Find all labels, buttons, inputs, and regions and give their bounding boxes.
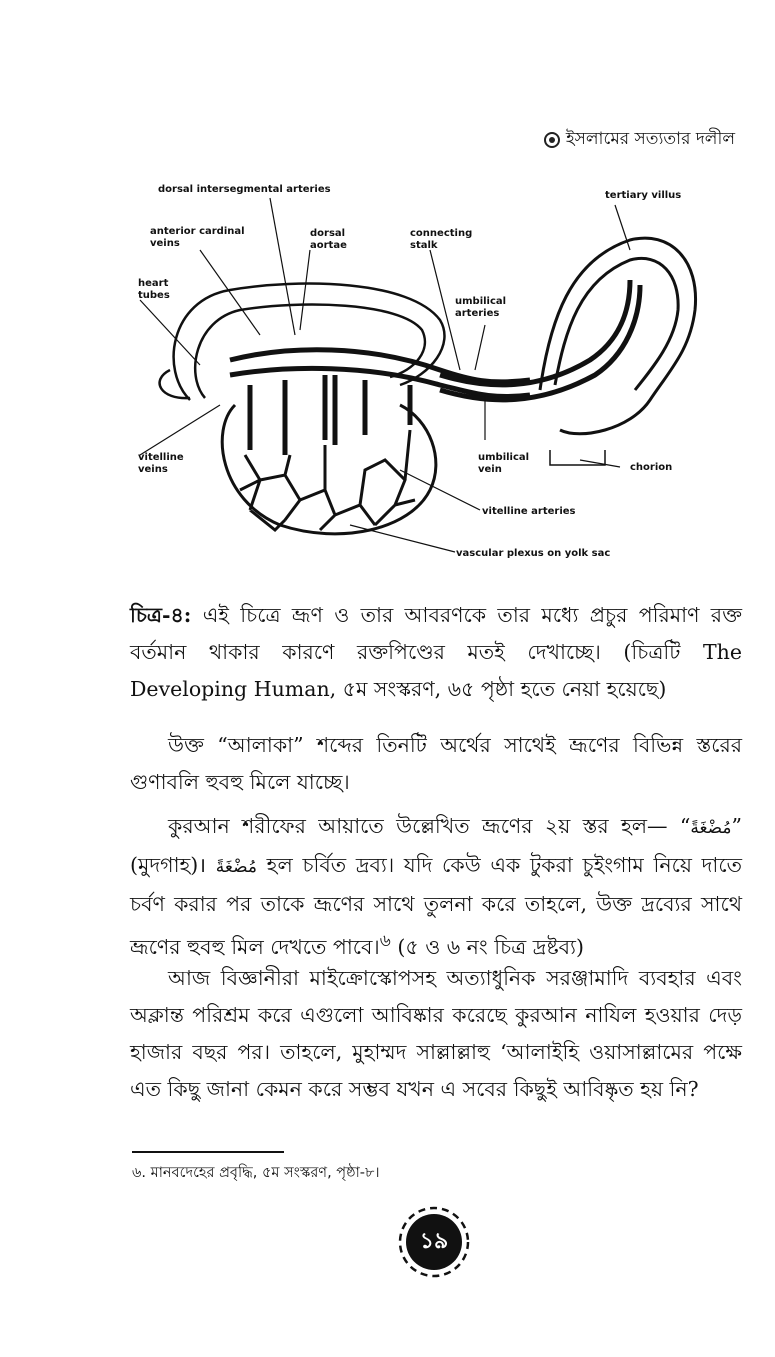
paragraph-1: উক্ত “আলাকা” শব্দের তিনটি অর্থের সাথেই ভ্রূণের বিভিন্ন স্তরের গুণাবলি হুবহু মিলে যাচ্ছে। bbox=[130, 733, 742, 794]
paragraph-3: আজ বিজ্ঞানীরা মাইক্রোস্কোপসহ অত্যাধুনিক সরঞ্জামাদি ব্যবহার এবং অক্লান্ত পরিশ্রম করে এগুলো আবিষ্কার করেছে কুরআন নাযিল হওয়ার দেড় হাজার বছর পর। তাহলে, মুহাম্মদ সাল্লাল্লাহু ‘আলাইহি ওয়াসাল্লামের পক্ষে এত কিছু জানা কেমন করে সম্ভব যখন এ সবের কিছুই আবিষ্কৃত হয় নি? bbox=[130, 966, 742, 1101]
paragraph-2-part-b: ” (মুদগাহ)। bbox=[130, 814, 742, 877]
label-chorion: chorion bbox=[630, 462, 673, 473]
embryo-circulation-figure bbox=[110, 170, 710, 575]
page-number: ১৯ bbox=[406, 1214, 462, 1270]
footnote-reference: ৬ bbox=[379, 931, 391, 951]
footnote: ৬. মানবদেহের প্রবৃদ্ধি, ৫ম সংস্করণ, পৃষ্ঠা-৮। bbox=[132, 1165, 380, 1181]
paragraph-2-part-a: কুরআন শরীফের আয়াতে উল্লেখিত ভ্রূণের ২য় স্তর হল— “ bbox=[168, 814, 691, 838]
label-vitelline-veins: vitelline veins bbox=[138, 452, 184, 475]
paragraph-2-part-d: (৫ ও ৬ নং চিত্র দ্রষ্টব্য) bbox=[390, 934, 585, 959]
paragraph-2-part-c: হল চর্বিত দ্রব্য। যদি কেউ এক টুকরা চুইংগাম নিয়ে দাতে চর্বণ করার পর তাকে ভ্রূণের সাথে তুলনা করে তাহলে, উক্ত দ্রব্যের সাথে ভ্রূণের হুবহু মিল দেখতে পাবে। bbox=[130, 853, 742, 959]
arabic-word-mudghah-2: مُضْغَةً bbox=[215, 857, 257, 877]
label-anterior-cardinal: anterior cardinal veins bbox=[150, 226, 245, 249]
label-vascular-plexus: vascular plexus on yolk sac bbox=[456, 548, 611, 559]
running-header bbox=[544, 126, 735, 154]
running-header-title: ইসলামের সত্যতার দলীল bbox=[565, 129, 735, 149]
arabic-word-mudghah: مُضْغَةً bbox=[690, 818, 732, 838]
label-dorsal-aortae: dorsal aortae bbox=[310, 228, 347, 251]
label-connecting-stalk: connecting stalk bbox=[410, 228, 473, 251]
label-umbilical-vein: umbilical vein bbox=[478, 452, 530, 475]
label-dorsal-intersegmental: dorsal intersegmental arteries bbox=[158, 184, 331, 195]
footnote-divider bbox=[132, 1151, 284, 1153]
label-umbilical-arteries: umbilical arteries bbox=[455, 296, 507, 319]
paragraph-2 bbox=[130, 808, 742, 966]
label-vitelline-arteries: vitelline arteries bbox=[482, 506, 576, 517]
label-tertiary-villus: tertiary villus bbox=[605, 190, 682, 201]
figure-caption bbox=[130, 597, 742, 708]
caption-label: চিত্র-৪: bbox=[130, 603, 192, 627]
bullseye-icon bbox=[544, 132, 560, 148]
caption-text: এই চিত্রে ভ্রূণ ও তার আবরণকে তার মধ্যে প্রচুর পরিমাণ রক্ত বর্তমান থাকার কারণে রক্তপিণ্ডের মতই দেখাচ্ছে। (চিত্রটি The Developing Human, ৫ম সংস্করণ, ৬৫ পৃষ্ঠা হতে নেয়া হয়েছে) bbox=[130, 603, 742, 701]
page-number-badge bbox=[398, 1206, 470, 1278]
label-heart-tubes: heart tubes bbox=[138, 278, 170, 301]
